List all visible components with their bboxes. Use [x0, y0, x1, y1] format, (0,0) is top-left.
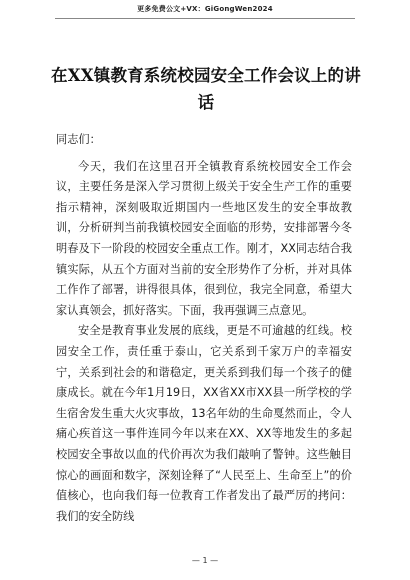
header-divider — [55, 18, 355, 19]
body-paragraph: 今天，我们在这里召开全镇教育系统校园安全工作会议，主要任务是深入学习贯彻上级关于安全生产工作的重要指示精神，深刻吸取近期国内一些地区发生的安全事故教训，分析研判当前我镇校园安全面临的形势，安排部署今冬明春及下一阶段的校园安全重点工作。刚才，XX同志结合我镇实际，从五个方面对当前的安全形势作了分析，并对具体工作作了部署，讲得很具体，很到位，我完全同意，希望大家认真领会，抓好落实。下面，我再强调三点意见。 — [56, 159, 352, 317]
body-paragraph: 安全是教育事业发展的底线，更是不可逾越的红线。校园安全工作，责任重于泰山，它关系到千家万户的幸福安宁，关系到社会的和谐稳定，更关系到我们每一个孩子的健康成长。就在今年1月19日，XX省XX市XX县一所学校的学生宿舍发生重大火灾事故，13名年幼的生命戛然而止，令人痛心疾首这一事件连同今年以来在XX、XX等地发生的多起校园安全事故以血的代价再次为我们敲响了警钟。这些触目惊心的画面和数字，深刻诠释了“人民至上、生命至上”的价值核心，也向我们每一位教育工作者发出了最严厉的拷问：我们的安全防线 — [56, 324, 352, 523]
document-title: 在XX镇教育系统校园安全工作会议上的讲话 — [51, 66, 361, 112]
header-promo-text: 更多免费公文+VX：GiGongWen2024 — [137, 5, 273, 13]
document-body — [56, 130, 352, 527]
greeting: 同志们： — [56, 133, 101, 146]
page-number: — 1 — — [191, 556, 219, 565]
